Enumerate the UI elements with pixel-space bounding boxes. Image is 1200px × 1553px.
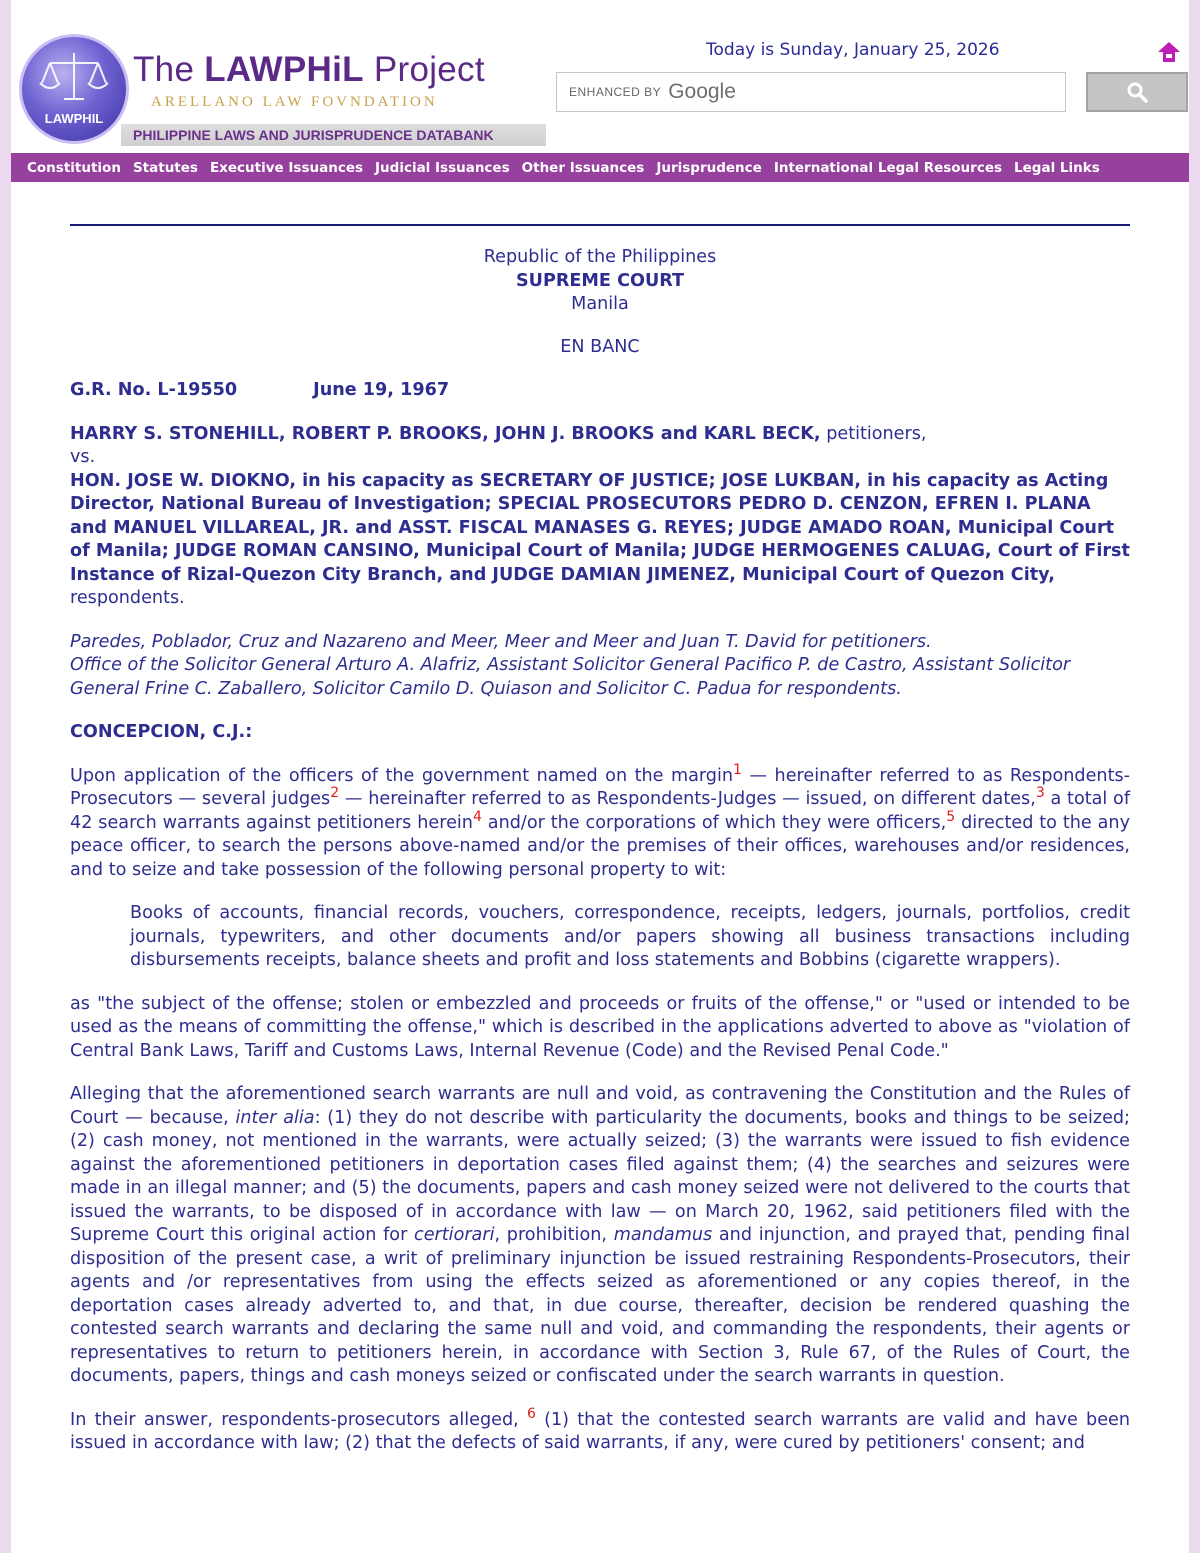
- block-quote: Books of accounts, financial records, vouchers, correspondence, receipts, ledgers, journals, portfolios, credit journals, typewriters, and other documents and/or papers showing all business transactions including disbursements receipts, balance sheets and profit and loss statements and Bobbins (cigarette wrappers).: [130, 903, 1130, 970]
- footnote-link-6[interactable]: 6: [526, 1405, 536, 1422]
- site-header: [11, 28, 1189, 152]
- paragraph-4: In their answer, respondents-prosecutors alleged, $^6$ (1) that the contested search warrants are valid and have been issued in accordance with law; (2) that the defects of said warrants, if any, were cured by petitioners' consent; and: [70, 1405, 1130, 1453]
- case-number-line: [70, 379, 1130, 403]
- gr-number: G.R. No. L-19550: [70, 380, 238, 400]
- seal-label: LAWPHIL: [44, 111, 104, 126]
- brand-subtitle: ARELLANO LAW FOVNDATION: [151, 94, 438, 110]
- left-page-border: [0, 0, 11, 1553]
- court-republic: Republic of the Philippines: [483, 247, 717, 267]
- search-icon: [1126, 81, 1148, 103]
- brand-databank-band: PHILIPPINE LAWS AND JURISPRUDENCE DATABANK: [121, 124, 546, 146]
- today-date: Today is Sunday, January 25, 2026: [706, 40, 1000, 60]
- court-heading: [70, 246, 1130, 359]
- header-divider: [70, 224, 1130, 226]
- lawphil-seal: [19, 34, 129, 144]
- paragraph-1: Upon application of the officers of the government named on the margin$^1$ — hereinafter referred to as Respondents-Prosecutors — several judges$^2$ — hereinafter referred to as Respondents-Judges — issued, on different dates,$^3$ a total of 42 search warrants against petitioners herein$^4$ and/or the corporations of which they were officers,$^5$ directed to the any peace officer, to search the persons above-named and/or the premises of their offices, warehouses and/or residences, and to seize and take possession of the following personal property to wit:: [70, 761, 1131, 880]
- petitioners-names: HARRY S. STONEHILL, ROBERT P. BROOKS, JOHN J. BROOKS and KARL BECK,: [70, 423, 821, 444]
- nav-legal-links[interactable]: Legal Links: [1014, 159, 1100, 176]
- paragraph-2: as "the subject of the offense; stolen or embezzled and proceeds or fruits of the offense," or "used or intended to be used as the means of committing the offense," which is described in the applications adverted to above as "violation of Central Bank Laws, Tariff and Customs Laws, Internal Revenue (Code) and the Revised Penal Code.": [70, 993, 1130, 1061]
- counsel-block: [70, 631, 1130, 702]
- decision-document: [70, 246, 1130, 1476]
- footnote-link-4[interactable]: 4: [472, 808, 482, 825]
- footnote-link-2[interactable]: 2: [330, 785, 340, 802]
- nav-international-legal-resources[interactable]: International Legal Resources: [773, 159, 1003, 176]
- brand-title: The LAWPHiL Project: [133, 50, 485, 89]
- court-name: SUPREME COURT: [516, 270, 684, 291]
- nav-jurisprudence[interactable]: Jurisprudence: [656, 159, 762, 176]
- counsel-respondents: Office of the Solicitor General Arturo A. Alafriz, Assistant Solicitor General Pacifico P. de Castro, Assistant Solicitor General Frine C. Zaballero, Solicitor Camilo D. Quiason and Solicitor C. Padua for respondents.: [70, 655, 1071, 699]
- home-icon[interactable]: [1156, 40, 1182, 64]
- counsel-petitioners: Paredes, Poblador, Cruz and Nazareno and Meer, Meer and Meer and Juan T. David for petitioners.: [70, 631, 932, 652]
- google-label: Google: [668, 80, 736, 103]
- site-logo[interactable]: [11, 28, 546, 152]
- nav-executive-issuances[interactable]: Executive Issuances: [209, 159, 364, 176]
- footnote-link-3[interactable]: 3: [1035, 785, 1045, 802]
- nav-other-issuances[interactable]: Other Issuances: [521, 159, 645, 176]
- enhanced-by-label: ENHANCED BY: [569, 85, 662, 99]
- main-nav: [11, 153, 1189, 182]
- nav-statutes[interactable]: Statutes: [132, 159, 198, 176]
- case-caption: [70, 423, 1130, 611]
- ponente: CONCEPCION, C.J.:: [70, 722, 253, 742]
- search-input[interactable]: [556, 72, 1066, 112]
- respondents-names: HON. JOSE W. DIOKNO, in his capacity as SECRETARY OF JUSTICE; JOSE LUKBAN, in his capacity as Acting Director, National Bureau of Investigation; SPECIAL PROSECUTORS PEDRO D. CENZON, EFREN I. PLANA and MANUEL VILLAREAL, JR. and ASST. FISCAL MANASES G. REYES; JUDGE AMADO ROAN, Municipal Court of Manila; JUDGE ROMAN CANSINO, Municipal Court of Manila; JUDGE HERMOGENES CALUAG, Court of First Instance of Rizal-Quezon City Branch, and JUDGE DAMIAN JIMENEZ, Municipal Court of Quezon City,: [70, 470, 1130, 585]
- right-page-border: [1189, 0, 1200, 1553]
- nav-constitution[interactable]: Constitution: [27, 159, 121, 176]
- respondents-role: respondents.: [70, 588, 185, 608]
- petitioners-role: petitioners,: [820, 423, 927, 444]
- paragraph-3: Alleging that the aforementioned search warrants are null and void, as contravening the Constitution and the Rules of Court — because, inter alia: (1) they do not describe with particularity the documents, books and things to be seized; (2) cash money, not mentioned in the warrants, were actually seized; (3) the warrants were issued to fish evidence against the aforementioned petitioners in deportation cases filed against them; (4) the searches and seizures were made in an illegal manner; and (5) the documents, papers and cash money seized were not delivered to the courts that issued the warrants, to be disposed of in accordance with law — on March 20, 1962, said petitioners filed with the Supreme Court this original action for certiorari, prohibition, mandamus and injunction, and prayed that, pending final disposition of the present case, a writ of preliminary injunction be issued restraining Respondents-Prosecutors, their agents and /or representatives from using the effects seized as aforementioned or any copies thereof, in the deportation cases already adverted to, and that, in due course, thereafter, decision be rendered quashing the contested search warrants and declaring the same null and void, and commanding the respondents, their agents or representatives to return to petitioners herein, in accordance with Section 3, Rule 67, of the Rules of Court, the documents, papers, things and cash moneys seized or confiscated under the search warrants in question.: [70, 1084, 1130, 1386]
- search-button[interactable]: [1086, 72, 1188, 112]
- court-division: EN BANC: [560, 336, 640, 357]
- nav-judicial-issuances[interactable]: Judicial Issuances: [375, 159, 510, 176]
- court-city: Manila: [571, 294, 629, 314]
- footnote-link-5[interactable]: 5: [946, 808, 956, 825]
- decision-date: June 19, 1967: [313, 380, 450, 400]
- footnote-link-1[interactable]: 1: [733, 761, 742, 778]
- versus: vs.: [70, 447, 96, 467]
